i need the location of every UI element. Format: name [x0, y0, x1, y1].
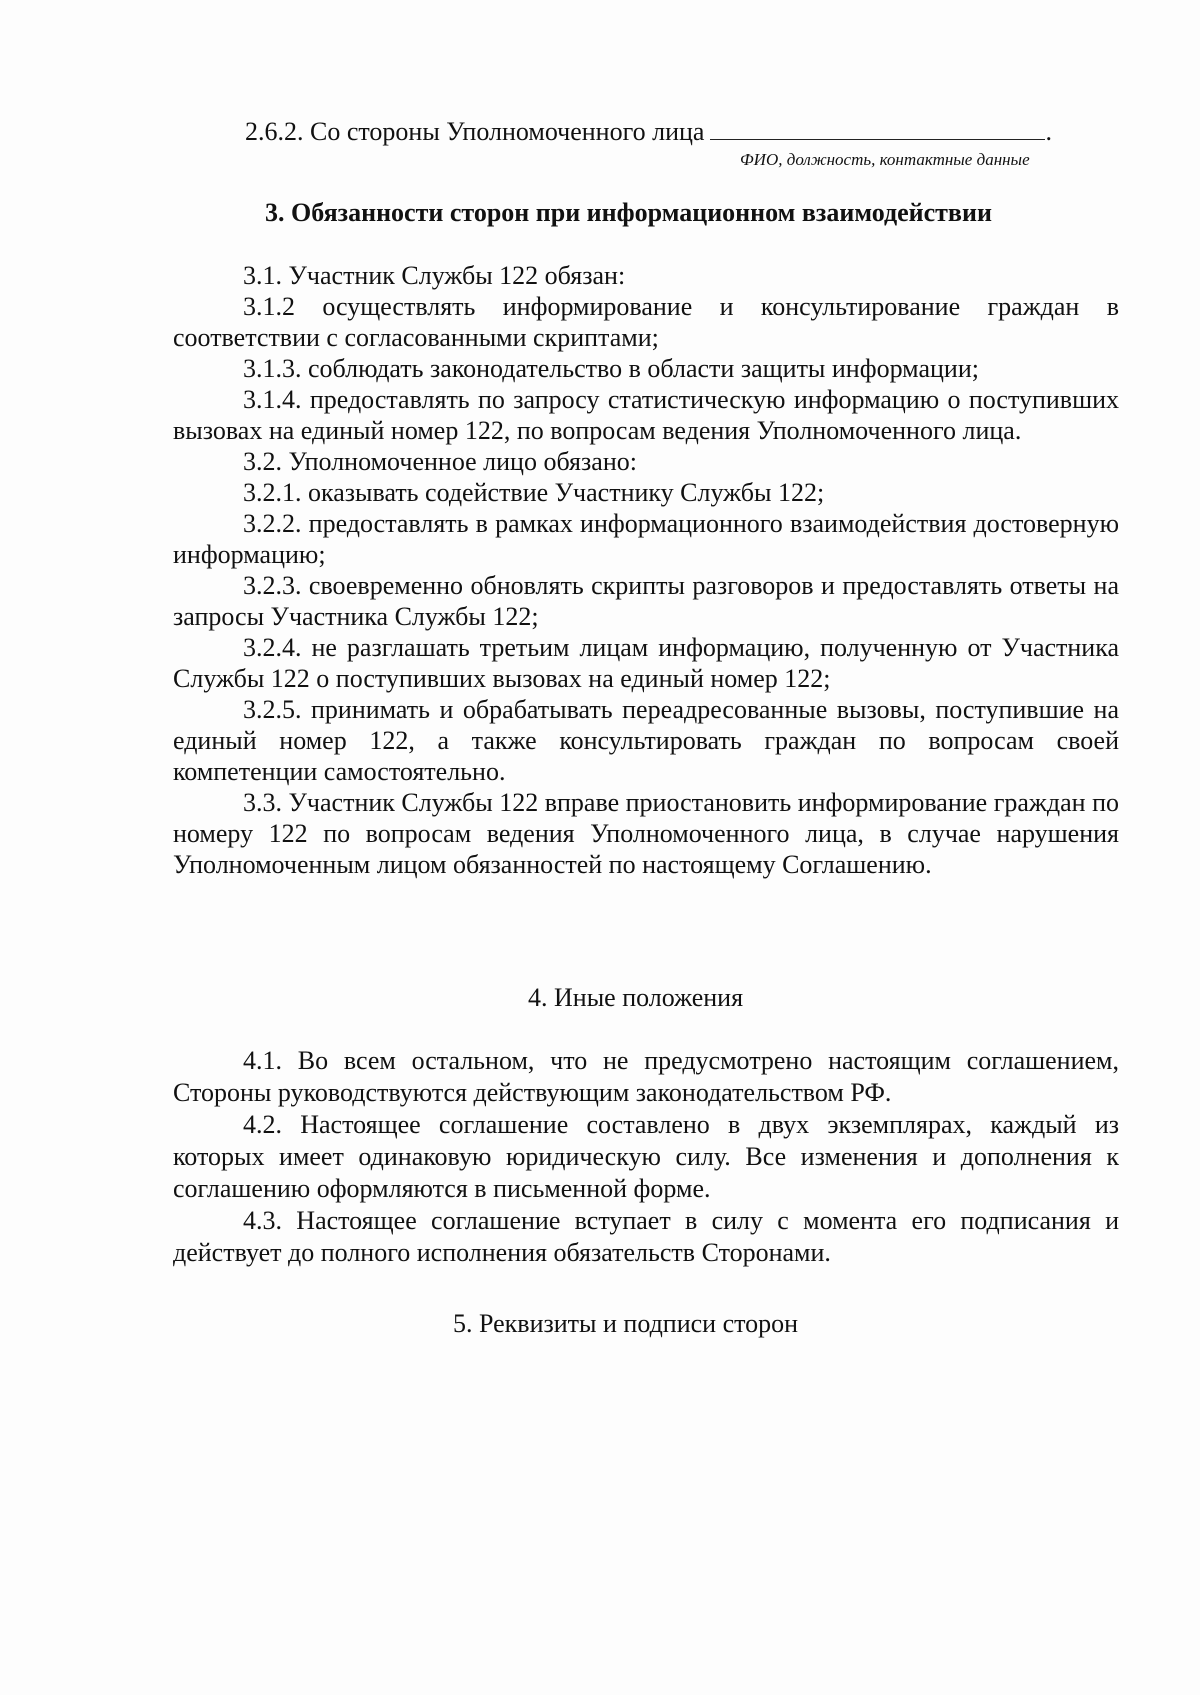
section-3-body: [173, 260, 1119, 880]
fio-blank-field: [710, 113, 1045, 140]
paragraph-3-1-3: 3.1.3. соблюдать законодательство в области защиты информации;: [243, 354, 979, 383]
section-4-body: [173, 1045, 1119, 1269]
item-2-6-2-end: .: [1045, 117, 1052, 146]
paragraph-4-1: 4.1. Во всем остальном, что не предусмотрено настоящим соглашением, Стороны руководствуются действующим законодательством РФ.: [173, 1046, 1119, 1107]
paragraph-3-1: 3.1. Участник Службы 122 обязан:: [243, 261, 626, 290]
paragraph-4-2: 4.2. Настоящее соглашение составлено в двух экземплярах, каждый из которых имеет одинаковую юридическую силу. Все изменения и дополнения к соглашению оформляются в письменной форме.: [173, 1110, 1119, 1203]
item-2-6-2-text: 2.6.2. Со стороны Уполномоченного лица: [245, 117, 705, 146]
paragraph-3-1-4: 3.1.4. предоставлять по запросу статистическую информацию о поступивших вызовах на единый номер 122, по вопросам ведения Уполномоченного лица.: [173, 385, 1119, 445]
paragraph-3-1-2: 3.1.2 осуществлять информирование и консультирование граждан в соответствии с согласованными скриптами;: [173, 292, 1119, 352]
paragraph-3-2-2: 3.2.2. предоставлять в рамках информационного взаимодействия достоверную информацию;: [173, 509, 1119, 569]
fio-field-caption: ФИО, должность, контактные данные: [740, 150, 1030, 169]
item-2-6-2: [245, 113, 1125, 148]
section-4-heading: 4. Иные положения: [528, 983, 744, 1012]
paragraph-3-2-5: 3.2.5. принимать и обрабатывать переадресованные вызовы, поступившие на единый номер 122, а также консультировать граждан по вопросам своей компетенции самостоятельно.: [173, 695, 1119, 786]
paragraph-3-2-4: 3.2.4. не разглашать третьим лицам информацию, полученную от Участника Службы 122 о поступивших вызовах на единый номер 122;: [173, 633, 1119, 693]
paragraph-4-3: 4.3. Настоящее соглашение вступает в силу с момента его подписания и действует до полного исполнения обязательств Сторонами.: [173, 1206, 1119, 1267]
section-3-heading: 3. Обязанности сторон при информационном взаимодействии: [265, 198, 992, 227]
paragraph-3-2-1: 3.2.1. оказывать содействие Участнику Службы 122;: [243, 478, 825, 507]
paragraph-3-3: 3.3. Участник Службы 122 вправе приостановить информирование граждан по номеру 122 по вопросам ведения Уполномоченного лица, в случае нарушения Уполномоченным лицом обязанностей по настоящему Соглашению.: [173, 788, 1119, 879]
paragraph-3-2-3: 3.2.3. своевременно обновлять скрипты разговоров и предоставлять ответы на запросы Участника Службы 122;: [173, 571, 1119, 631]
paragraph-3-2: 3.2. Уполномоченное лицо обязано:: [243, 447, 637, 476]
section-5-heading: 5. Реквизиты и подписи сторон: [453, 1309, 799, 1338]
